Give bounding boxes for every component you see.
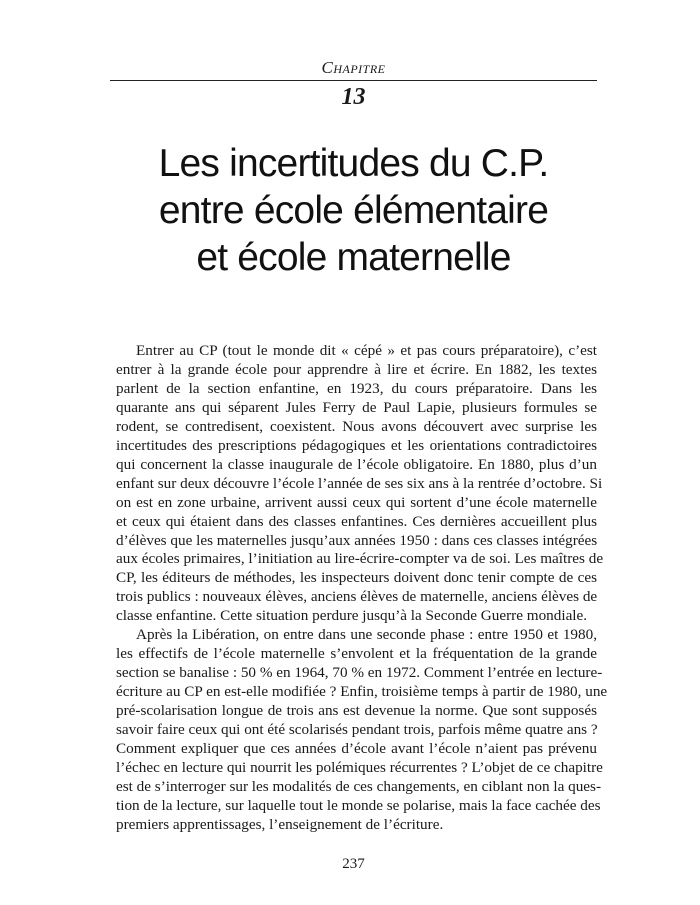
body-text <box>116 342 608 835</box>
text-line: entrer à la grande école pour apprendre à lire et écrire. En 1882, les textes <box>116 360 597 378</box>
text-line: l’échec en lecture qui nourrit les polémiques récurrentes ? L’objet de ce chapitre <box>116 758 603 776</box>
text-line: CP, les éditeurs de méthodes, les inspecteurs doivent donc tenir compte de ces <box>116 569 597 587</box>
text-line: et ceux qui étaient dans des classes enfantines. Ces dernières accueillent plus <box>116 512 597 530</box>
title-line: entre école élémentaire <box>158 189 549 232</box>
chapter-label: Chapitre <box>321 58 386 77</box>
chapter-title <box>60 140 647 281</box>
text-line: d’élèves que les maternelles jusqu’aux années 1950 : dans ces classes intégrées <box>116 531 598 549</box>
text-line: classe enfantine. Cette situation perdure jusqu’à la Seconde Guerre mondiale. <box>116 607 588 625</box>
title-line: et école maternelle <box>196 236 511 279</box>
text-line: section se banalise : 50 % en 1964, 70 % en 1972. Comment l’entrée en lecture- <box>116 664 603 682</box>
text-line: qui concernent la classe inaugurale de l’école obligatoire. En 1880, plus d’un <box>116 455 597 473</box>
paragraph <box>116 626 608 834</box>
header-rule <box>110 80 597 81</box>
text-line: tion de la lecture, sur laquelle tout le monde se polarise, mais la face cachée des <box>116 796 601 814</box>
page-number: 237 <box>342 856 365 872</box>
text-line: trois publics : nouveaux élèves, anciens élèves de maternelle, anciens élèves de <box>116 588 598 606</box>
text-line: Comment expliquer que ces années d’école avant l’école n’aient pas prévenu <box>116 740 597 758</box>
text-line: on est en zone urbaine, arrivent aussi ceux qui sortent d’une école maternelle <box>116 493 597 511</box>
text-line: rodent, se contredisent, coexistent. Nous avons découvert avec surprise les <box>116 417 597 435</box>
text-line: les effectifs de l’école maternelle s’envolent et la fréquentation de la grande <box>116 645 597 663</box>
text-line: est de s’interroger sur les modalités de ces changements, en ciblant non la ques- <box>116 777 601 795</box>
text-line: incertitudes des prescriptions pédagogiques et les orientations contradictoires <box>116 436 597 454</box>
paragraph <box>116 342 604 626</box>
text-line: Après la Libération, on entre dans une seconde phase : entre 1950 et 1980, <box>136 626 597 644</box>
text-line: premiers apprentissages, l’enseignement de l’écriture. <box>116 815 444 833</box>
title-line: Les incertitudes du C.P. <box>158 142 549 185</box>
text-line: aux écoles primaires, l’initiation au lire-écrire-compter va de soi. Les maîtres de <box>116 550 604 568</box>
text-line: enfant sur deux découvre l’école l’année de ses six ans à la rentrée d’octobre. Si <box>116 474 603 492</box>
text-line: écriture au CP en est-elle modifiée ? Enfin, troisième temps à partir de 1980, une <box>116 683 608 701</box>
text-line: parlent de la section enfantine, en 1923, du cours préparatoire. Dans les <box>116 379 597 397</box>
text-line: Entrer au CP (tout le monde dit « cépé » et pas cours préparatoire), c’est <box>136 342 597 359</box>
text-line: quarante ans qui séparent Jules Ferry de Paul Lapie, plusieurs formules se <box>116 398 597 416</box>
chapter-number: 13 <box>341 84 366 110</box>
text-line: pré-scolarisation longue de trois ans est devenue la norme. Que sont supposés <box>116 702 597 720</box>
text-line: savoir faire ceux qui ont été scolarisés pendant trois, parfois même quatre ans ? <box>116 721 598 739</box>
